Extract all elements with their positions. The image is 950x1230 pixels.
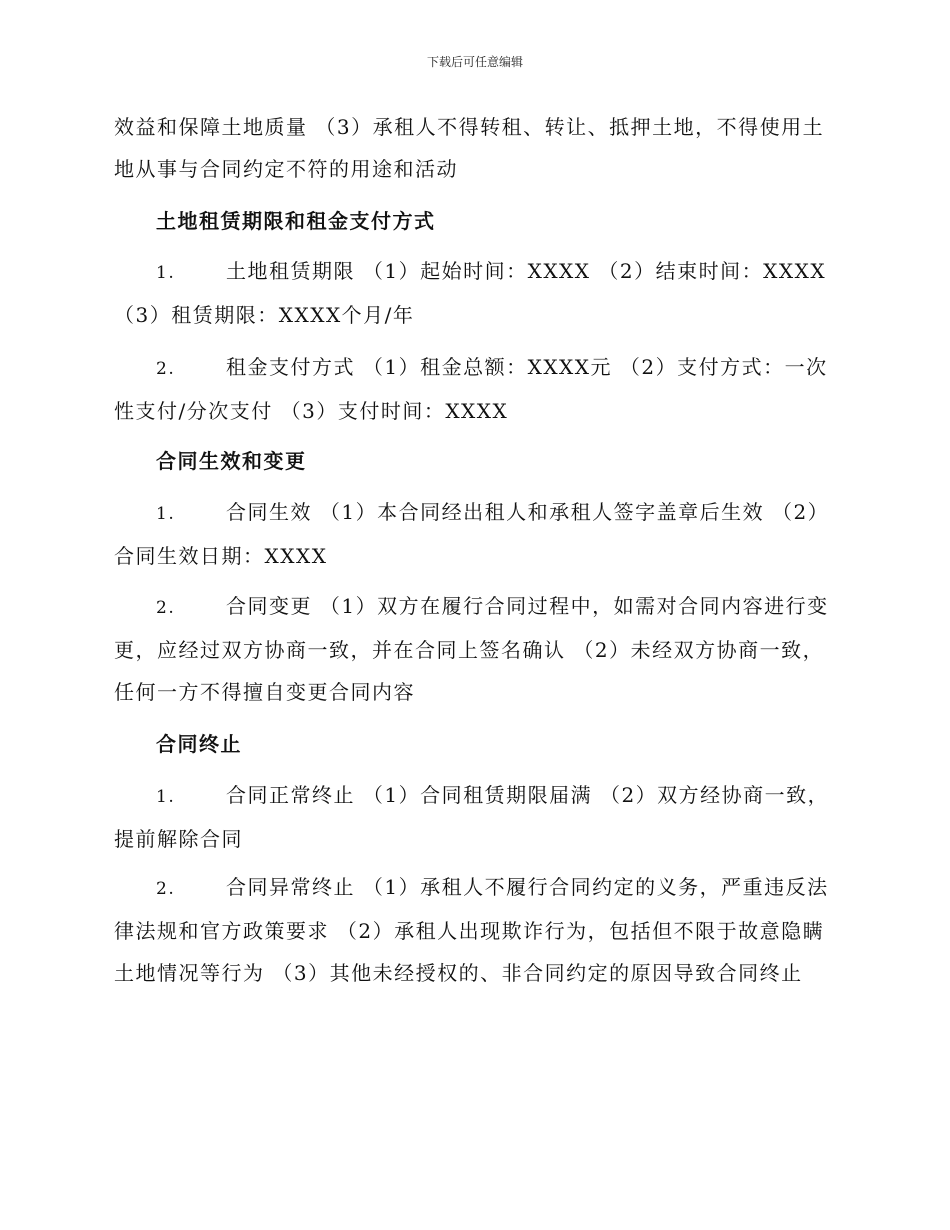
item-number: 1. xyxy=(156,787,176,807)
item-number: 2. xyxy=(156,598,176,618)
item-text: 合同异常终止 （1）承租人不履行合同约定的义务，严重违反法律法规和官方政策要求 （2）承租人出现欺诈行为，包括但不限于故意隐瞒土地情况等行为 （3）其他未经授权的、非合同约定的原因导致合同终止 xyxy=(114,875,829,985)
section-heading-termination: 合同终止 xyxy=(156,732,242,756)
item-number: 2. xyxy=(156,359,176,379)
intro-paragraph: 效益和保障土地质量 （3）承租人不得转租、转让、抵押土地，不得使用土地从事与合同约定不符的用途和活动 xyxy=(114,115,825,181)
section-heading-lease-term: 土地租赁期限和租金支付方式 xyxy=(156,209,436,233)
list-item xyxy=(114,491,836,577)
page-header: 下载后可任意编辑 xyxy=(426,55,523,69)
list-item xyxy=(114,346,836,432)
list-item xyxy=(114,866,836,994)
item-text: 合同正常终止 （1）合同租赁期限届满 （2）双方经协商一致，提前解除合同 xyxy=(114,783,830,851)
list-item xyxy=(114,774,836,860)
item-number: 2. xyxy=(156,879,176,899)
item-number: 1. xyxy=(156,504,176,524)
item-text: 土地租赁期限 （1）起始时间：XXXX （2）结束时间：XXXX （3）租赁期限：XXXX个月/年 xyxy=(114,259,827,327)
item-text: 合同变更 （1）双方在履行合同过程中，如需对合同内容进行变更，应经过双方协商一致，并在合同上签名确认 （2）未经双方协商一致，任何一方不得擅自变更合同内容 xyxy=(114,594,829,704)
list-item xyxy=(114,585,836,713)
section-heading-effect-change: 合同生效和变更 xyxy=(156,449,307,473)
item-text: 租金支付方式 （1）租金总额：XXXX元 （2）支付方式：一次性支付/分次支付 （3）支付时间：XXXX xyxy=(114,355,828,423)
item-text: 合同生效 （1）本合同经出租人和承租人签字盖章后生效 （2）合同生效日期：XXXX xyxy=(114,500,830,568)
item-number: 1. xyxy=(156,263,176,283)
list-item xyxy=(114,250,836,336)
